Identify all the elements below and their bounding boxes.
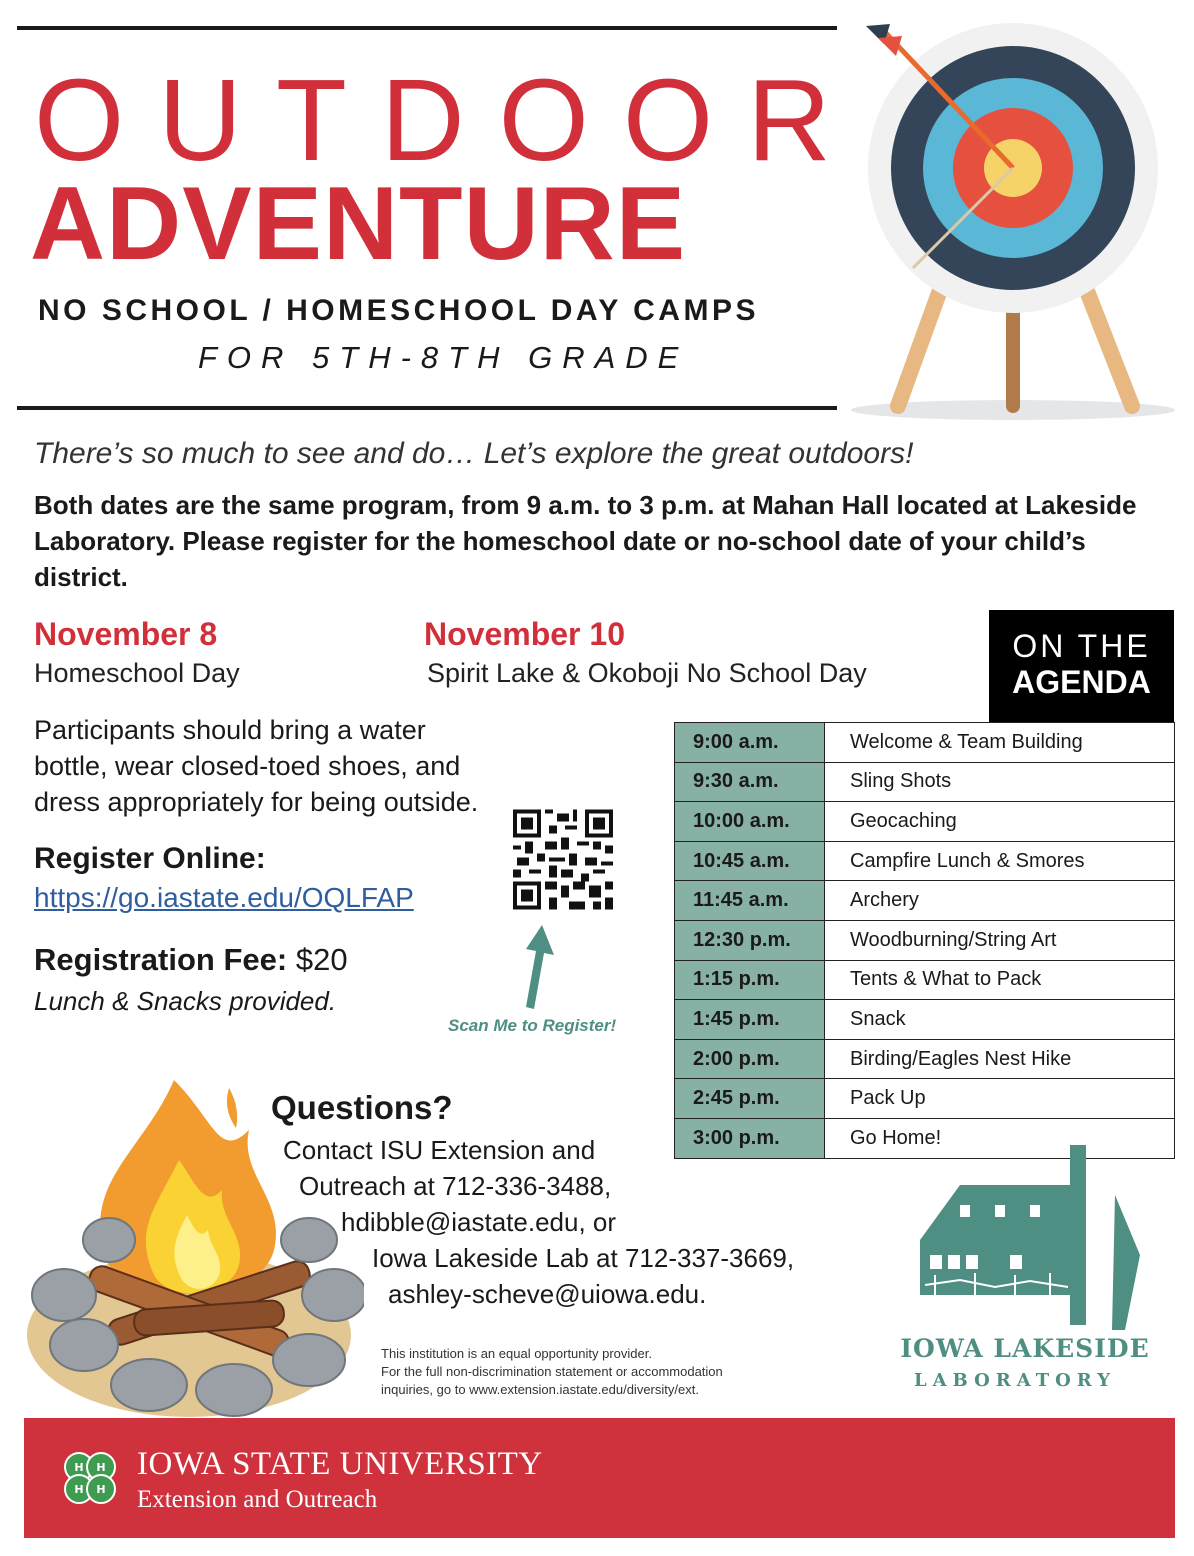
agenda-row: [675, 1039, 1175, 1079]
date-november-10: November 10: [424, 616, 625, 652]
agenda-activity: Geocaching: [825, 802, 1175, 842]
questions-line: Contact ISU Extension and: [283, 1135, 596, 1165]
registration-fee: [34, 942, 348, 978]
register-heading: Register Online:: [34, 842, 266, 875]
fee-label: Registration Fee:: [34, 942, 288, 977]
questions-line: Iowa Lakeside Lab at 712-337-3669,: [372, 1243, 795, 1273]
agenda-time: 2:45 p.m.: [675, 1079, 825, 1119]
agenda-time: 1:45 p.m.: [675, 1000, 825, 1040]
fine-print: [381, 1345, 821, 1399]
agenda-row: [675, 1000, 1175, 1040]
agenda-row: [675, 920, 1175, 960]
intro-tagline: There’s so much to see and do… Let’s explore the great outdoors!: [34, 437, 914, 470]
header-bottom-rule: [17, 406, 837, 410]
questions-line: ashley-scheve@uiowa.edu.: [388, 1279, 707, 1309]
agenda-activity: Archery: [825, 881, 1175, 921]
program-details: Both dates are the same program, from 9 a.m. to 3 p.m. at Mahan Hall located at Lakeside Laboratory. Please register for the homeschool date or no-school date of your child’s district.: [34, 490, 1137, 592]
lakeside-lab-logo: [900, 1145, 1150, 1335]
agenda-activity: Pack Up: [825, 1079, 1175, 1119]
agenda-activity: Tents & What to Pack: [825, 960, 1175, 1000]
fee-note: Lunch & Snacks provided.: [34, 986, 337, 1016]
agenda-row: [675, 802, 1175, 842]
agenda-time: 9:00 a.m.: [675, 723, 825, 763]
agenda-activity: Snack: [825, 1000, 1175, 1040]
agenda-activity: Campfire Lunch & Smores: [825, 841, 1175, 881]
agenda-activity: Birding/Eagles Nest Hike: [825, 1039, 1175, 1079]
register-link[interactable]: https://go.iastate.edu/OQLFAP: [34, 882, 414, 913]
up-arrow-icon: [512, 925, 554, 1010]
date-label-no-school: Spirit Lake & Okoboji No School Day: [427, 658, 867, 688]
title-adventure: ADVENTURE: [30, 166, 687, 282]
svg-text:H: H: [96, 1483, 106, 1496]
agenda-table: [674, 722, 1175, 1159]
agenda-row: [675, 1079, 1175, 1119]
agenda-activity: Welcome & Team Building: [825, 723, 1175, 763]
fine-print-line: This institution is an equal opportunity provider.: [381, 1346, 652, 1361]
agenda-heading-line2: AGENDA: [1012, 664, 1151, 700]
scan-me-label: Scan Me to Register!: [448, 1016, 617, 1035]
top-rule: [17, 26, 837, 30]
footer-bar: [24, 1418, 1175, 1538]
grade-range: FOR 5TH-8TH GRADE: [198, 340, 689, 375]
4h-clover-icon: [60, 1448, 120, 1508]
svg-text:H: H: [74, 1483, 84, 1496]
agenda-activity: Sling Shots: [825, 762, 1175, 802]
agenda-heading-line1: ON THE: [1012, 628, 1151, 664]
agenda-row: [675, 960, 1175, 1000]
questions-heading: Questions?: [271, 1089, 453, 1126]
date-november-8: November 8: [34, 616, 218, 652]
questions-line: hdibble@iastate.edu, or: [341, 1207, 617, 1237]
subtitle: NO SCHOOL / HOMESCHOOL DAY CAMPS: [38, 294, 759, 327]
svg-text:H: H: [74, 1461, 84, 1474]
isu-extension-label: Extension and Outreach: [137, 1486, 378, 1513]
fee-value: $20: [287, 942, 348, 977]
archery-target-icon: [848, 18, 1178, 422]
isu-wordmark: IOWA STATE UNIVERSITY: [137, 1446, 543, 1482]
agenda-row: [675, 841, 1175, 881]
lakeside-logo-line1: IOWA LAKESIDE: [900, 1334, 1150, 1363]
fine-print-line: inquiries, go to www.extension.iastate.edu/diversity/ext.: [381, 1382, 699, 1397]
agenda-time: 2:00 p.m.: [675, 1039, 825, 1079]
agenda-time: 1:15 p.m.: [675, 960, 825, 1000]
title-outdoor: OUTDOOR: [34, 55, 865, 185]
questions-line: Outreach at 712-336-3488,: [299, 1171, 612, 1201]
agenda-time: 9:30 a.m.: [675, 762, 825, 802]
bring-note: Participants should bring a water bottle, wear closed-toed shoes, and dress appropriately for being outside.: [34, 715, 479, 817]
lakeside-logo-line2: LABORATORY: [913, 1370, 1117, 1391]
agenda-time: 11:45 a.m.: [675, 881, 825, 921]
agenda-time: 3:00 p.m.: [675, 1118, 825, 1158]
qr-code[interactable]: [513, 808, 613, 911]
fine-print-line: For the full non-discrimination statement or accommodation: [381, 1364, 723, 1379]
agenda-activity: Woodburning/String Art: [825, 920, 1175, 960]
agenda-time: 12:30 p.m.: [675, 920, 825, 960]
agenda-row: [675, 881, 1175, 921]
agenda-activity: Go Home!: [825, 1118, 1175, 1158]
agenda-time: 10:45 a.m.: [675, 841, 825, 881]
agenda-heading: [989, 610, 1174, 722]
agenda-row: [675, 762, 1175, 802]
svg-text:H: H: [96, 1461, 106, 1474]
date-label-homeschool: Homeschool Day: [34, 658, 240, 688]
agenda-row: [675, 723, 1175, 763]
agenda-time: 10:00 a.m.: [675, 802, 825, 842]
